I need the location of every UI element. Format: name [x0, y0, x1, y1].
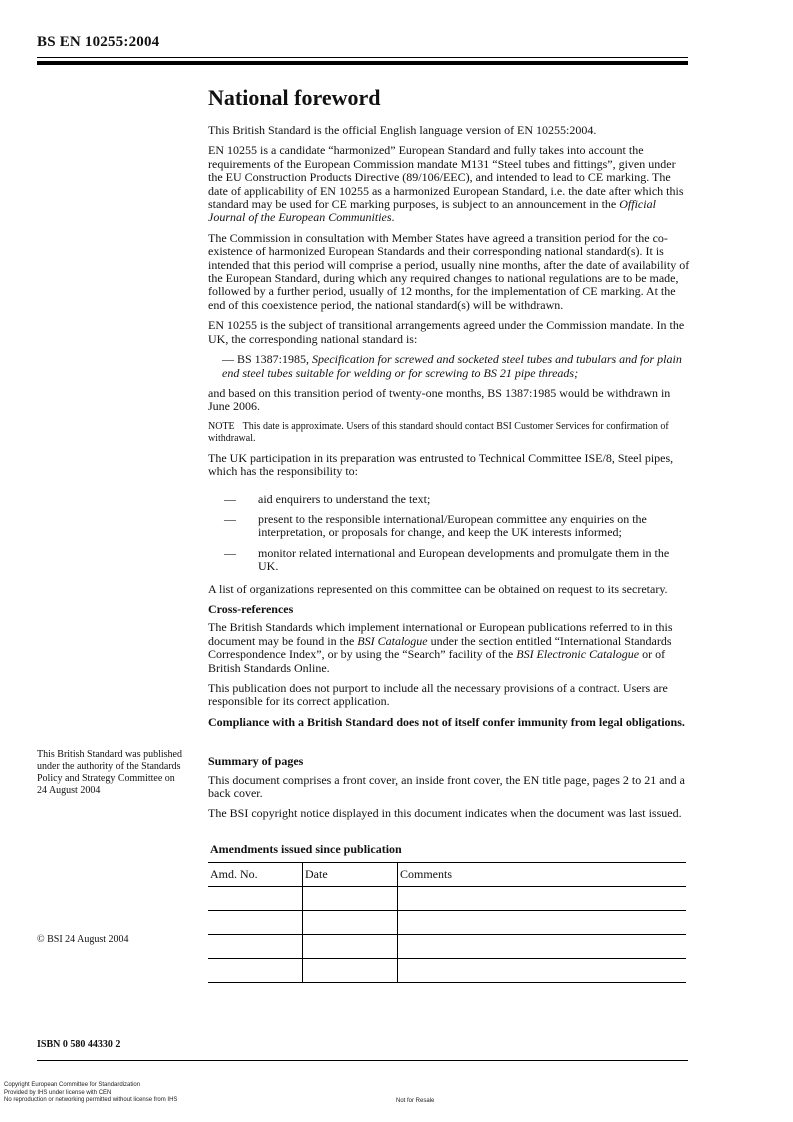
main-content — [208, 86, 690, 983]
summary-heading: Summary of pages — [208, 754, 304, 769]
standard-reference-prefix: — BS 1387:1985, — [222, 352, 313, 367]
list-item — [208, 547, 690, 574]
footer-resale: Not for Resale — [396, 1098, 435, 1104]
table-row — [208, 887, 686, 911]
header-rule-thick — [37, 61, 688, 65]
cross-references-heading: Cross-references — [208, 601, 294, 616]
footer-line-3: No reproduction or networking permitted without license from IHS — [4, 1097, 178, 1103]
paragraph-4: EN 10255 is the subject of transitional arrangements agreed under the Commission mandate. In the UK, the corresponding national standard is: — [208, 318, 685, 346]
dash-marker: — — [224, 491, 236, 506]
paragraph-8 — [208, 621, 690, 675]
amendments-title: Amendments issued since publication — [210, 841, 402, 856]
dash-marker: — — [224, 545, 236, 560]
authority-statement: This British Standard was published under the authority of the Standards Policy and Strategy Committee on 24 August 2004 — [37, 749, 182, 796]
isbn: ISBN 0 580 44330 2 — [37, 1039, 121, 1050]
footer-license — [4, 1082, 177, 1105]
paragraph-7: A list of organizations represented on this committee can be obtained on request to its secretary. — [208, 581, 668, 596]
bsi-catalogue: BSI Catalogue — [357, 633, 428, 648]
paragraph-2-end: . — [391, 210, 395, 225]
note-label: NOTE — [208, 420, 235, 432]
list-item-text: present to the responsible international/European committee any enquiries on the interpretation, or proposals for change, and keep the UK interests informed; — [258, 511, 647, 540]
copyright-notice: © BSI 24 August 2004 — [37, 934, 129, 945]
paragraph-1: This British Standard is the official English language version of EN 10255:2004. — [208, 123, 597, 137]
list-item — [208, 513, 690, 540]
dash-marker: — — [224, 511, 236, 526]
standard-reference-title: Specification for screwed and socketed steel tubes and tubulars and for plain end steel tubes suitable for welding or for screwing to BS 21 pipe threads; — [222, 352, 682, 380]
bsi-electronic-catalogue: BSI Electronic Catalogue — [516, 647, 640, 662]
paragraph-11: This document comprises a front cover, an inside front cover, the EN title page, pages 2 to 21 and a back cover. — [208, 772, 685, 801]
paragraph-8-text-a: The British Standards which implement international or European publications referred to in this document may be found in the — [208, 620, 673, 648]
table-row — [208, 935, 686, 959]
column-header-date: Date — [303, 863, 398, 887]
paragraph-2 — [208, 144, 690, 224]
footer-line-1: Copyright European Committee for Standardization — [4, 1082, 141, 1088]
page-title: National foreword — [208, 85, 381, 110]
paragraph-6: The UK participation in its preparation was entrusted to Technical Committee ISE/8, Steel pipes, which has the responsibility to: — [208, 450, 674, 479]
note-text: This date is approximate. Users of this standard should contact BSI Customer Services for confirmation of withdrawal. — [208, 420, 669, 444]
paragraph-8-text-b: under the section entitled “International Standards Correspondence Index”, or by using the “Search” facility of the — [208, 633, 672, 662]
list-item-text: monitor related international and European developments and promulgate them in the UK. — [258, 545, 670, 574]
standard-reference — [222, 353, 690, 380]
document-id: BS EN 10255:2004 — [37, 34, 160, 50]
table-header-row — [208, 863, 686, 887]
header-rule-thin — [37, 57, 688, 58]
amendments-table — [208, 862, 686, 983]
paragraph-8-text-c: or of British Standards Online. — [208, 647, 666, 675]
journal-title: Official Journal of the European Communities — [208, 197, 656, 225]
compliance-statement: Compliance with a British Standard does not of itself confer immunity from legal obligations. — [208, 714, 685, 729]
paragraph-5: and based on this transition period of twenty-one months, BS 1387:1985 would be withdrawn in June 2006. — [208, 385, 671, 414]
list-item-text: aid enquirers to understand the text; — [258, 491, 431, 506]
note — [208, 421, 690, 445]
paragraph-3: The Commission in consultation with Member States have agreed a transition period for the co-existence of harmonized European Standards and their corresponding national standard(s). It is intended that this period will comprise a period, usually nine months, after the date of availability of the European Standard, during which any required changes to national regulations are to be made, followed by a further period, usually of 12 months, for the implementation of CE marking. At the end of this coexistence period, the national standard(s) will be withdrawn. — [208, 230, 690, 312]
paragraph-2-text: EN 10255 is a candidate “harmonized” European Standard and fully takes into account the requirements of the European Commission mandate M131 “Steel tubes and fittings”, given under the EU Construction Products Directive (89/106/EEC), and intended to lead to CE marking. The date of applicability of EN 10255 as a harmonized European Standard, i.e. the date after which this standard may be used for CE marking purposes, is subject to an announcement in the — [208, 143, 684, 212]
column-header-amd-no: Amd. No. — [208, 863, 303, 887]
table-row — [208, 959, 686, 983]
paragraph-9: This publication does not purport to include all the necessary provisions of a contract. Users are responsible for its correct application. — [208, 681, 668, 709]
footer-line-2: Provided by IHS under license with CEN — [4, 1089, 112, 1096]
responsibility-list — [208, 493, 690, 574]
table-row — [208, 911, 686, 935]
column-header-comments: Comments — [398, 863, 687, 887]
paragraph-12: The BSI copyright notice displayed in this document indicates when the document was last issued. — [208, 806, 682, 821]
footer-rule — [37, 1060, 688, 1061]
list-item — [208, 493, 690, 506]
